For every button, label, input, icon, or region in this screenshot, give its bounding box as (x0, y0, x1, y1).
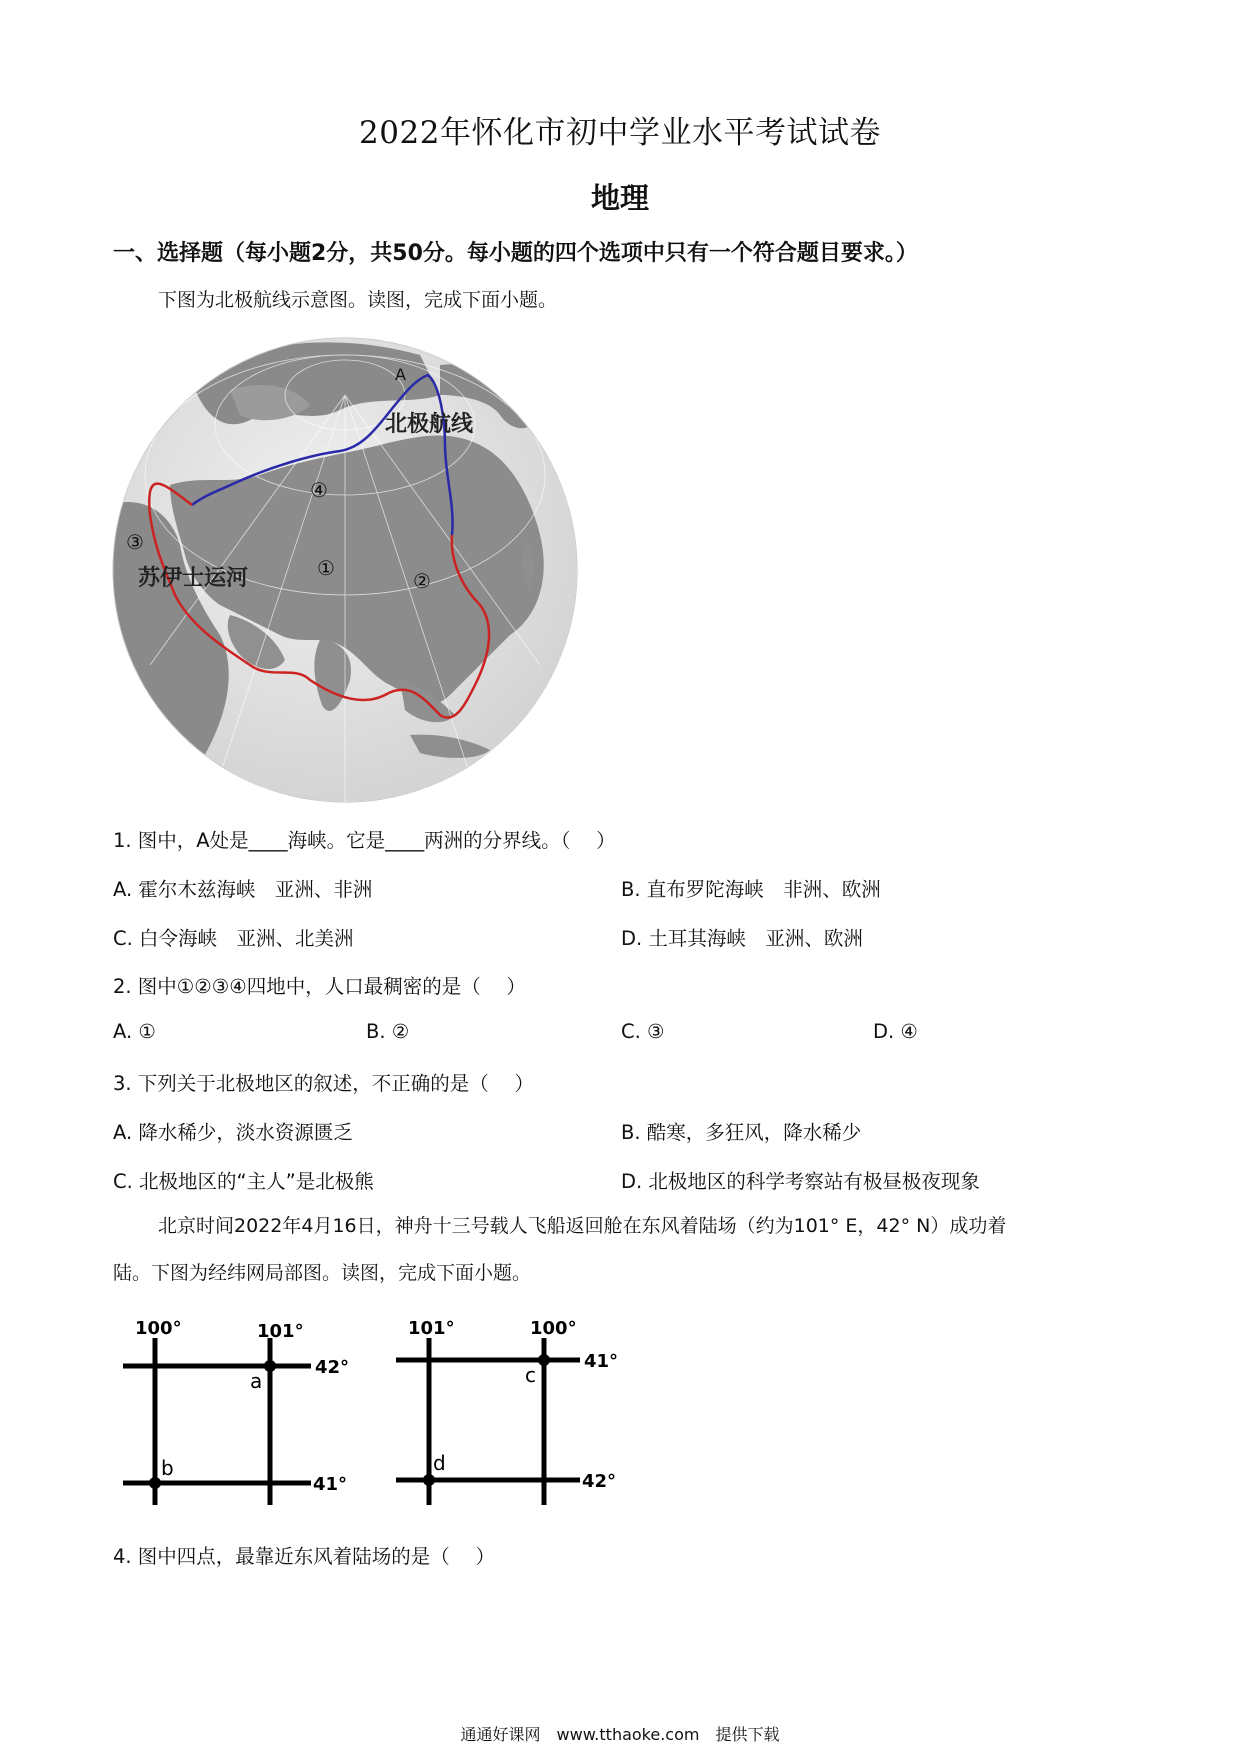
question-3-option-c: C. 北极地区的“主人”是北极熊 (113, 1170, 374, 1193)
point-d (423, 1474, 435, 1486)
grid1-label-b: b (161, 1456, 174, 1480)
point-a (264, 1360, 276, 1372)
lat-lon-grid-2 (390, 1320, 650, 1510)
intro-paragraph-2-line-1: 北京时间2022年4月16日，神舟十三号载人飞船返回舱在东风着陆场（约为101° E，42° N）成功着 (158, 1215, 1007, 1237)
section-heading: 一、选择题（每小题2分，共50分。每小题的四个选项中只有一个符合题目要求。） (113, 241, 918, 266)
intro-paragraph-2-line-2: 陆。下图为经纬网局部图。读图，完成下面小题。 (113, 1262, 532, 1284)
subject-title: 地理 (590, 181, 649, 215)
grid1-lon-right: 101° (257, 1321, 304, 1342)
label-suez-canal: 苏伊士运河 (138, 566, 249, 591)
question-1-option-c: C. 白令海峡 亚洲、北美洲 (113, 927, 354, 950)
label-arctic-route: 北极航线 (385, 412, 474, 437)
question-1-option-d: D. 土耳其海峡 亚洲、欧洲 (621, 927, 863, 950)
grid1-label-a: a (250, 1369, 263, 1393)
grid2-lat-bottom: 42° (582, 1471, 617, 1492)
grid2-label-c: c (525, 1363, 536, 1387)
marker-4: ④ (310, 478, 328, 502)
page-footer: 通通好课网 www.tthaoke.com 提供下载 (460, 1725, 780, 1744)
grid1-lat-bottom: 41° (313, 1474, 348, 1495)
question-2-option-b: B. ② (366, 1020, 410, 1043)
point-c (538, 1354, 550, 1366)
intro-paragraph-1: 下图为北极航线示意图。读图，完成下面小题。 (158, 289, 558, 311)
marker-3: ③ (126, 530, 144, 554)
question-2-option-a: A. ① (113, 1020, 156, 1043)
point-b (149, 1477, 161, 1489)
question-3-stem: 3. 下列关于北极地区的叙述，不正确的是（ ） (113, 1072, 535, 1095)
question-2-option-d: D. ④ (873, 1020, 918, 1043)
label-A: A (395, 365, 406, 384)
lat-lon-grid-1 (115, 1320, 375, 1510)
question-1-option-b: B. 直布罗陀海峡 非洲、欧洲 (621, 878, 881, 901)
marker-1: ① (317, 556, 335, 580)
arctic-route-map (110, 335, 580, 805)
grid2-lat-top: 41° (584, 1351, 619, 1372)
grid2-label-d: d (433, 1451, 446, 1475)
question-4-stem: 4. 图中四点，最靠近东风着陆场的是（ ） (113, 1545, 496, 1568)
grid2-lon-left: 101° (408, 1320, 455, 1339)
question-3-option-d: D. 北极地区的科学考察站有极昼极夜现象 (621, 1170, 980, 1193)
marker-2: ② (413, 569, 431, 593)
exam-title: 2022年怀化市初中学业水平考试试卷 (359, 115, 881, 151)
question-2-option-c: C. ③ (621, 1020, 665, 1043)
grid1-lon-left: 100° (135, 1320, 182, 1339)
question-1-stem: 1. 图中，A处是____海峡。它是____两洲的分界线。（ ） (113, 829, 616, 852)
question-3-option-b: B. 酷寒，多狂风，降水稀少 (621, 1121, 862, 1144)
grid2-lon-right: 100° (530, 1320, 577, 1339)
question-2-stem: 2. 图中①②③④四地中，人口最稠密的是（ ） (113, 975, 526, 998)
question-1-option-a: A. 霍尔木兹海峡 亚洲、非洲 (113, 878, 373, 901)
question-3-option-a: A. 降水稀少，淡水资源匮乏 (113, 1121, 353, 1144)
grid1-lat-top: 42° (315, 1357, 350, 1378)
